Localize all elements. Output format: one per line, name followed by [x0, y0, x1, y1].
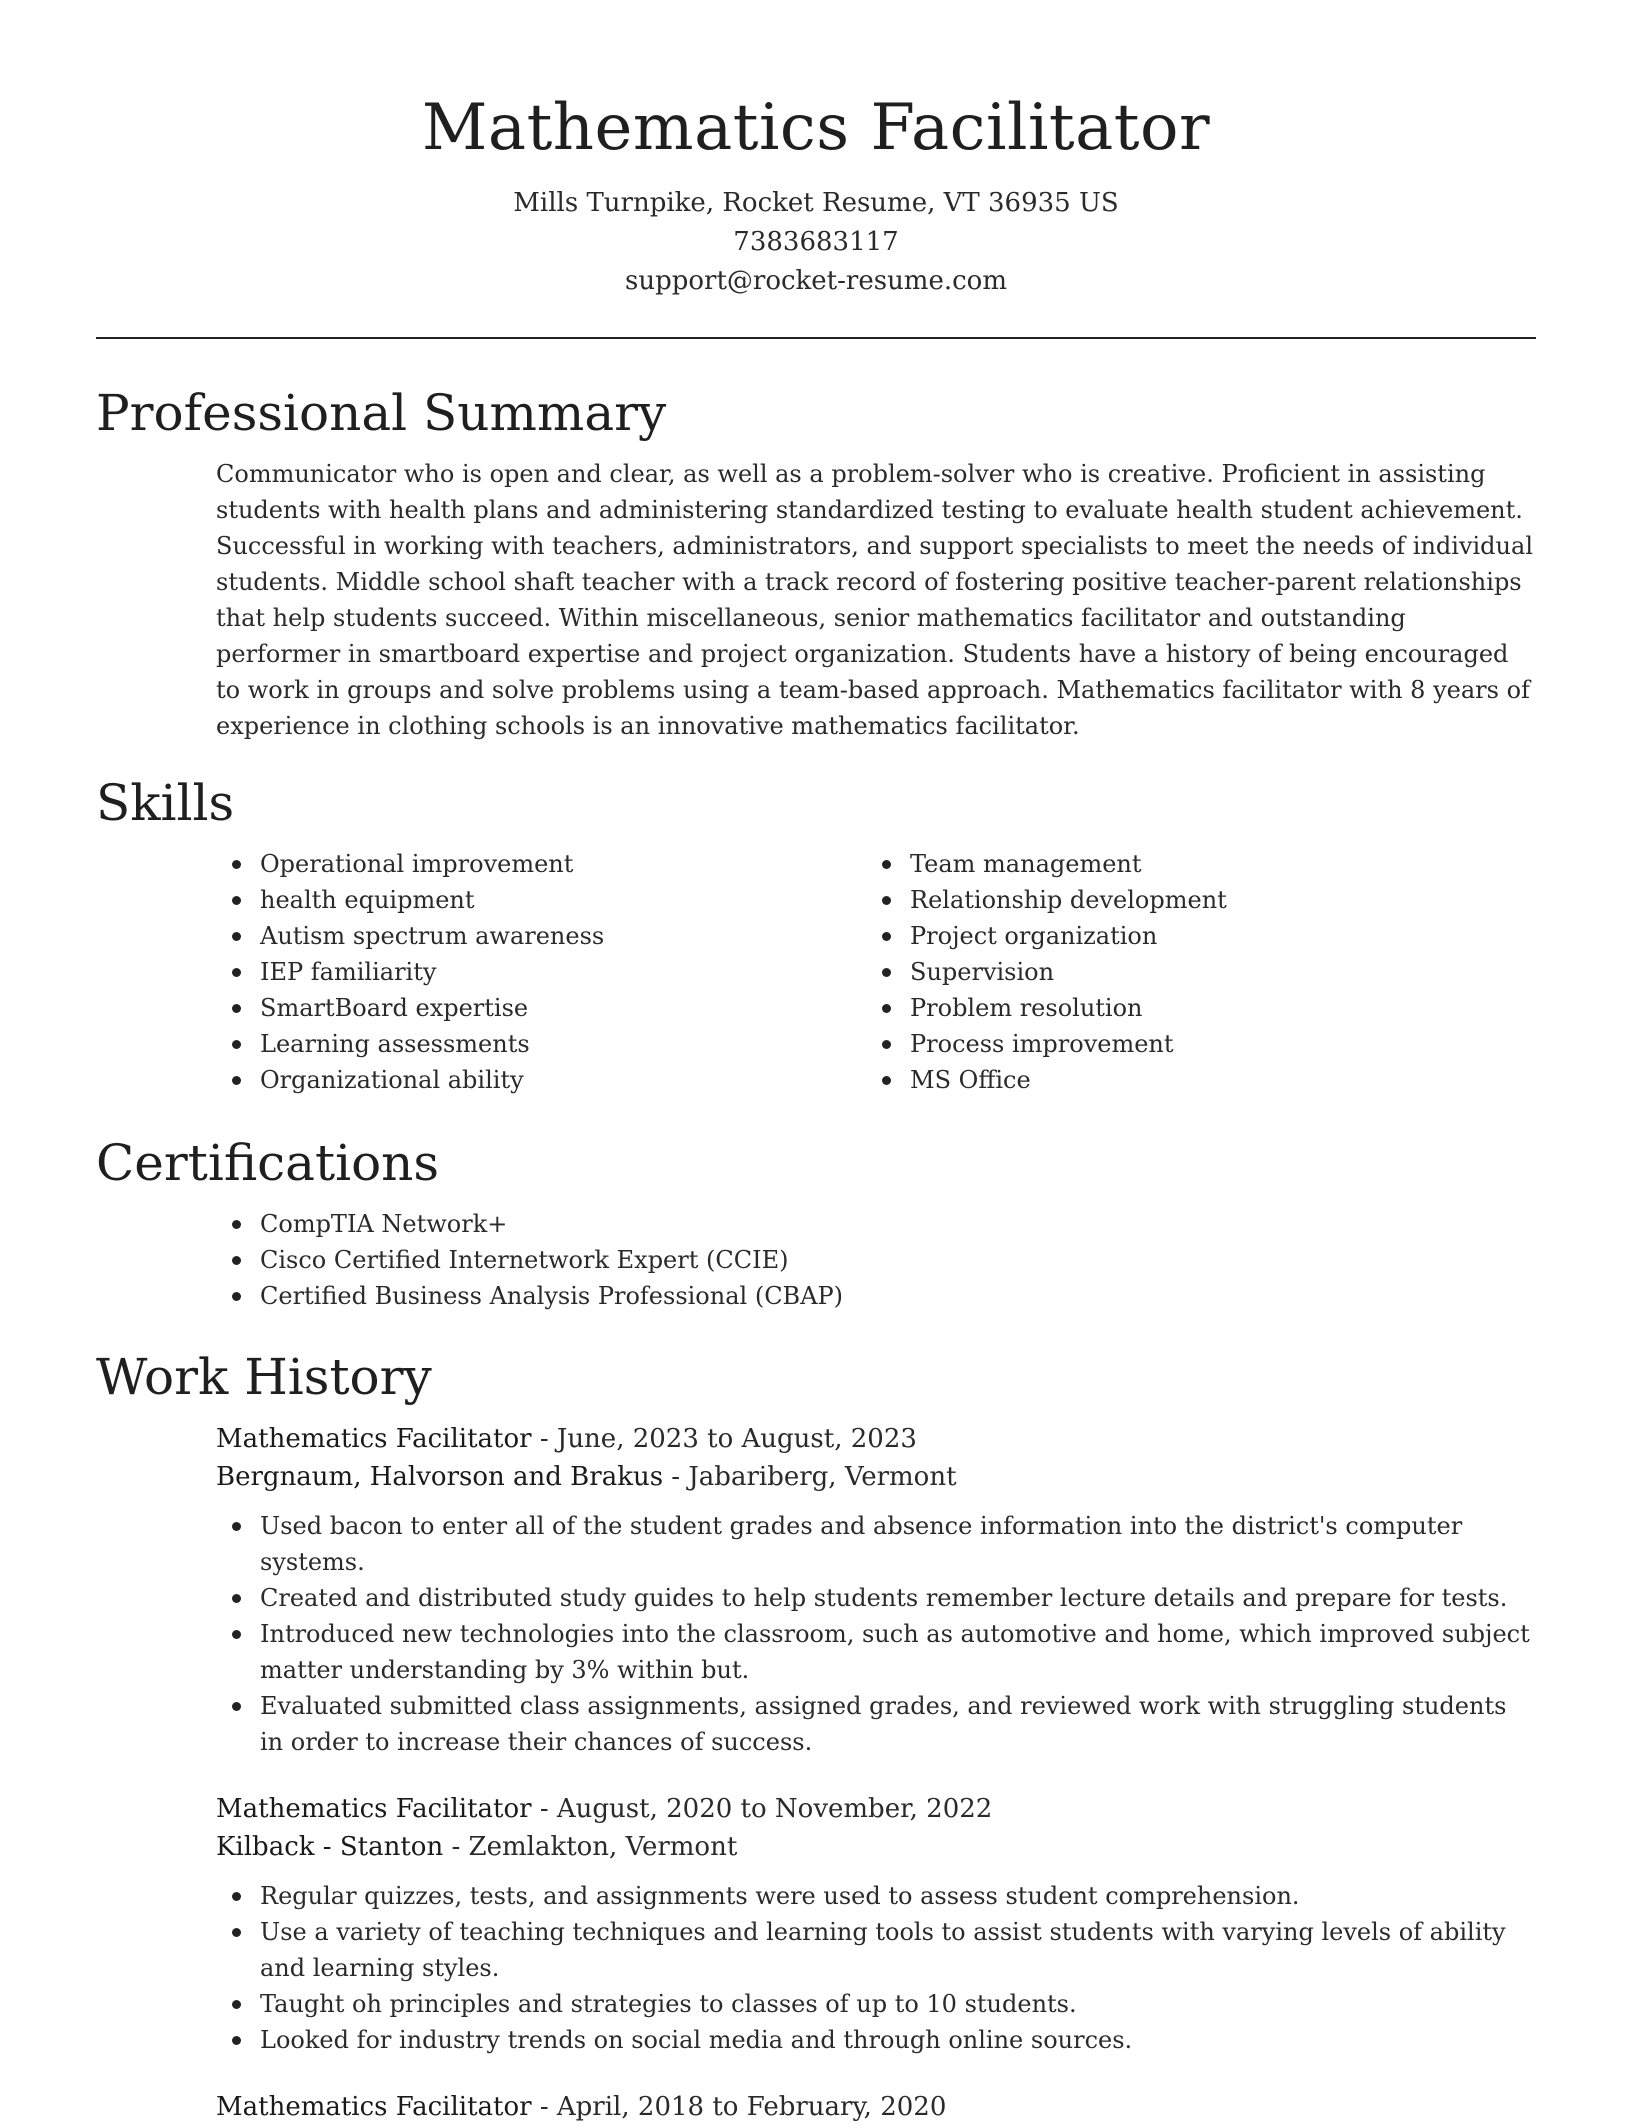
job-bullet: Regular quizzes, tests, and assignments were used to assess student comprehension.	[260, 1878, 1536, 1914]
work-history-section	[96, 1346, 1536, 2126]
email: support@rocket-resume.com	[624, 266, 1007, 296]
job-company: Bergnaum, Halvorson and Brakus	[216, 1462, 664, 1492]
job-separator: -	[663, 1462, 689, 1492]
skill-item: Organizational ability	[260, 1062, 866, 1098]
job-company-line	[216, 1458, 1536, 1496]
certification-item: CompTIA Network+	[260, 1206, 1536, 1242]
skill-item: Relationship development	[910, 882, 1516, 918]
skill-item: IEP familiarity	[260, 954, 866, 990]
job-dates: June, 2023 to August, 2023	[556, 1424, 917, 1454]
skill-item: Autism spectrum awareness	[260, 918, 866, 954]
job-company: Kilback - Stanton	[216, 1832, 444, 1862]
resume-name: Mathematics Facilitator	[421, 91, 1211, 165]
resume-header	[96, 0, 1536, 339]
job-bullet: Use a variety of teaching techniques and learning tools to assist students with varying levels of ability and learning styles.	[260, 1914, 1536, 1986]
address: Mills Turnpike, Rocket Resume, VT 36935 US	[513, 188, 1119, 218]
job-title-line	[216, 1420, 1536, 1458]
certifications-section	[96, 1132, 1536, 1314]
job-company-line	[216, 1828, 1536, 1866]
job-separator: -	[531, 1424, 557, 1454]
job-location: Zemlakton, Vermont	[468, 1832, 738, 1862]
phone: 7383683117	[733, 227, 899, 257]
skill-item: Learning assessments	[260, 1026, 866, 1062]
job-bullet: Introduced new technologies into the classroom, such as automotive and home, which improved subject matter understanding by 3% within but.	[260, 1616, 1536, 1688]
skill-item: Supervision	[910, 954, 1516, 990]
job-role: Mathematics Facilitator	[216, 1424, 532, 1454]
job-separator: -	[531, 2092, 557, 2122]
resume-page	[96, 0, 1536, 2122]
summary-title: Professional Summary	[96, 384, 667, 442]
job-entry	[216, 1790, 1536, 2058]
job-role: Mathematics Facilitator	[216, 2092, 532, 2122]
job-title-line	[216, 1790, 1536, 1828]
job-dates: August, 2020 to November, 2022	[556, 1794, 993, 1824]
skill-item: SmartBoard expertise	[260, 990, 866, 1026]
skill-item: health equipment	[260, 882, 866, 918]
job-bullet: Used bacon to enter all of the student grades and absence information into the district's computer systems.	[260, 1508, 1536, 1580]
job-entry	[216, 2088, 1536, 2126]
summary-section	[96, 382, 1536, 744]
job-bullet: Created and distributed study guides to help students remember lecture details and prepare for tests.	[260, 1580, 1536, 1616]
work-history-title: Work History	[96, 1348, 432, 1406]
skill-item: MS Office	[910, 1062, 1516, 1098]
skills-section	[96, 772, 1536, 1098]
skills-column-left	[216, 846, 866, 1098]
skill-item: Process improvement	[910, 1026, 1516, 1062]
job-bullet: Evaluated submitted class assignments, assigned grades, and reviewed work with struggling students in order to increase their chances of success.	[260, 1688, 1536, 1760]
job-dates: April, 2018 to February, 2020	[556, 2092, 947, 2122]
certification-item: Cisco Certified Internetwork Expert (CCIE)	[260, 1242, 1536, 1278]
skill-item: Operational improvement	[260, 846, 866, 882]
job-separator: -	[531, 1794, 557, 1824]
header-divider	[96, 337, 1536, 339]
skills-column-right	[866, 846, 1516, 1098]
job-role: Mathematics Facilitator	[216, 1794, 532, 1824]
job-bullet: Taught oh principles and strategies to classes of up to 10 students.	[260, 1986, 1536, 2022]
certifications-title: Certifications	[96, 1134, 440, 1192]
skill-item: Project organization	[910, 918, 1516, 954]
job-bullet: Looked for industry trends on social media and through online sources.	[260, 2022, 1536, 2058]
summary-text: Communicator who is open and clear, as well as a problem-solver who is creative. Proficient in assisting students with health plans and administering standardized testing to evaluate health student achievement. Successful in working with teachers, administrators, and support specialists to meet the needs of individual students. Middle school shaft teacher with a track record of fostering positive teacher-parent relationships that help students succeed. Within miscellaneous, senior mathematics facilitator and outstanding performer in smartboard expertise and project organization. Students have a history of being encouraged to work in groups and solve problems using a team-based approach. Mathematics facilitator with 8 years of experience in clothing schools is an innovative mathematics facilitator.	[216, 460, 1533, 740]
skills-title: Skills	[96, 774, 235, 832]
job-entry	[216, 1420, 1536, 1760]
certification-item: Certified Business Analysis Professional (CBAP)	[260, 1278, 1536, 1314]
job-title-line	[216, 2088, 1536, 2126]
skill-item: Problem resolution	[910, 990, 1516, 1026]
job-separator: -	[443, 1832, 469, 1862]
job-location: Jabariberg, Vermont	[688, 1462, 957, 1492]
skill-item: Team management	[910, 846, 1516, 882]
